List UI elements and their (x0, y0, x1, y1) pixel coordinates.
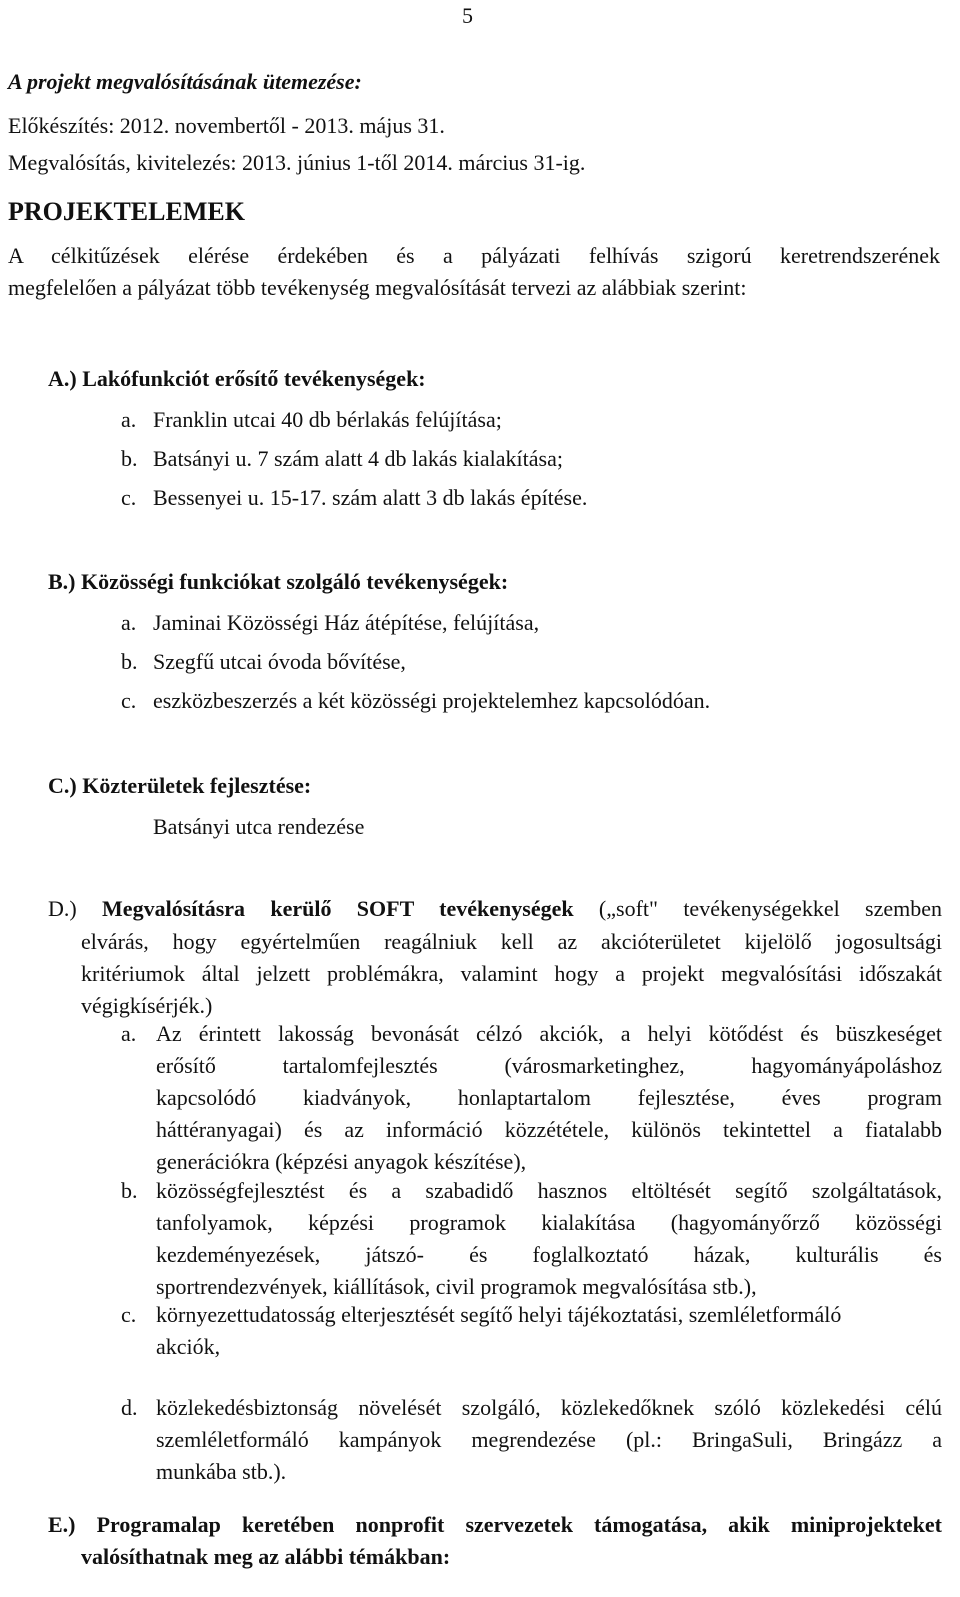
list-item (156, 1175, 942, 1303)
section-e-heading (48, 1509, 942, 1573)
schedule-impl: Megvalósítás, kivitelezés: 2013. június 1-től 2014. március 31-ig. (8, 150, 586, 175)
intro-paragraph (8, 240, 940, 304)
list-line: Az érintett lakosság bevonását célzó akciók, a helyi kötődést és büszkeséget (156, 1021, 942, 1046)
schedule-title: A projekt megvalósításának ütemezése: (8, 69, 362, 94)
list-letter: b. (121, 649, 138, 674)
list-item (156, 1018, 942, 1178)
list-letter: b. (121, 446, 138, 471)
list-text: Jaminai Közösségi Ház átépítése, felújítása, (153, 610, 540, 635)
list-letter: d. (121, 1395, 138, 1420)
section-d-label: D.) (48, 896, 77, 921)
list-line: közösségfejlesztést és a szabadidő hasznos eltöltését segítő szolgáltatások, (156, 1178, 942, 1203)
section-heading: PROJEKTELEMEK (8, 197, 245, 226)
section-e-line: valósíthatnak meg az alábbi témákban: (81, 1544, 451, 1569)
section-d-continuation (81, 926, 942, 1022)
list-item (156, 1299, 942, 1363)
list-line: kezdeményezések, játszó- és foglalkoztató házak, kulturális és (156, 1242, 942, 1267)
list-item (156, 1392, 942, 1488)
section-d-line: elvárás, hogy egyértelműen reagálniuk kell az akcióterületet kijelölő jogosultsági (81, 929, 942, 954)
intro-line: A célkitűzések elérése érdekében és a pályázati felhívás szigorú keretrendszerének (8, 243, 940, 268)
list-letter: a. (121, 1021, 137, 1046)
list-line: háttéranyagai) és az információ közzététele, különös tekintettel a fiatalabb (156, 1117, 942, 1142)
list-line: kapcsolódó kiadványok, honlaptartalom fejlesztése, éves program (156, 1085, 942, 1110)
section-d-line: végigkísérjék.) (81, 993, 213, 1018)
section-b-heading: B.) Közösségi funkciókat szolgáló tevékenységek: (48, 569, 509, 594)
list-line: szemléletformáló kampányok megrendezése (pl.: BringaSuli, Bringázz a (156, 1427, 942, 1452)
list-line: tanfolyamok, képzési programok kialakítása (hagyományőrző közösségi (156, 1210, 942, 1235)
list-letter: c. (121, 1302, 137, 1327)
section-d-paragraph (48, 893, 942, 925)
list-line: környezettudatosság elterjesztését segítő helyi tájékoztatási, szemléletformáló (156, 1302, 842, 1327)
list-line: közlekedésbiztonság növelését szolgáló, közlekedőknek szóló közlekedési célú (156, 1395, 942, 1420)
section-d-first-line (48, 893, 942, 925)
section-d-rest: („soft" tevékenységekkel szemben (598, 896, 942, 921)
schedule-prep: Előkészítés: 2012. novembertől - 2013. május 31. (8, 113, 445, 138)
list-letter: a. (121, 407, 137, 432)
intro-line: megfelelően a pályázat több tevékenység megvalósítását tervezi az alábbiak szerint: (8, 275, 747, 300)
section-d-line: kritériumok által jelzett problémákra, valamint hogy a projekt megvalósítási időszakát (81, 961, 942, 986)
list-line: generációkra (képzési anyagok készítése), (156, 1149, 527, 1174)
list-text: eszközbeszerzés a két közösségi projektelemhez kapcsolódóan. (153, 688, 711, 713)
list-text: Franklin utcai 40 db bérlakás felújítása; (153, 407, 502, 432)
list-text: Szegfű utcai óvoda bővítése, (153, 649, 406, 674)
section-c-heading: C.) Közterületek fejlesztése: (48, 773, 312, 798)
list-letter: a. (121, 610, 137, 635)
list-text: Bessenyei u. 15-17. szám alatt 3 db lakás építése. (153, 485, 588, 510)
list-line: munkába stb.). (156, 1459, 287, 1484)
list-letter: c. (121, 485, 137, 510)
list-line: sportrendezvények, kiállítások, civil programok megvalósítása stb.), (156, 1274, 757, 1299)
section-e-line: E.) Programalap keretében nonprofit szervezetek támogatása, akik miniprojekteket (48, 1512, 942, 1537)
list-line: akciók, (156, 1334, 221, 1359)
section-c-text: Batsányi utca rendezése (153, 814, 365, 839)
list-letter: b. (121, 1178, 138, 1203)
section-a-heading: A.) Lakófunkciót erősítő tevékenységek: (48, 366, 426, 391)
section-d-bold-title: Megvalósításra kerülő SOFT tevékenységek (102, 896, 574, 921)
page-number: 5 (462, 3, 473, 28)
list-line: erősítő tartalomfejlesztés (városmarketinghez, hagyományápoláshoz (156, 1053, 942, 1078)
list-text: Batsányi u. 7 szám alatt 4 db lakás kialakítása; (153, 446, 563, 471)
list-letter: c. (121, 688, 137, 713)
